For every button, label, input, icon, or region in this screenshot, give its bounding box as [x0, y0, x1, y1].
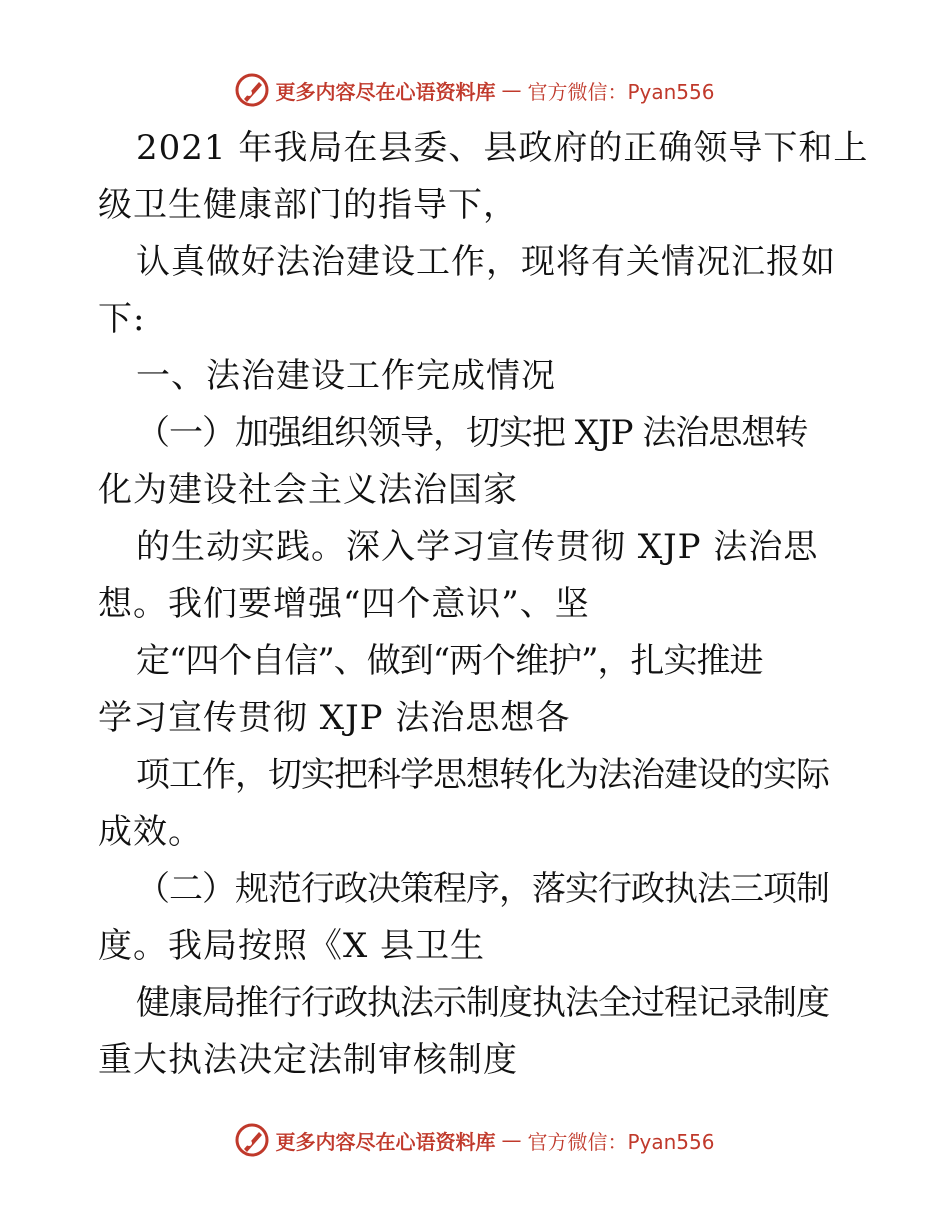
paragraph-line: 下:	[98, 299, 146, 339]
banner-separator: —	[501, 1128, 522, 1152]
footer-watermark-banner	[0, 1120, 950, 1160]
pen-logo-icon	[235, 1123, 269, 1157]
paragraph-line: 健康局推行行政执法示制度执法全过程记录制度	[136, 983, 829, 1023]
paragraph-line: 度。我局按照《X 县卫生	[98, 926, 486, 966]
pen-logo-icon	[235, 73, 269, 107]
document-body	[98, 120, 869, 1089]
paragraph-line: 想。我们要增强“四个意识”、坚	[98, 584, 590, 624]
header-watermark-banner	[0, 70, 950, 110]
paragraph-line: （一）加强组织领导，切实把 XJP 法治思想转	[136, 413, 808, 453]
banner-separator: —	[501, 78, 522, 102]
paragraph-line: 项工作，切实把科学思想转化为法治建设的实际	[136, 755, 829, 795]
banner-main-text: 更多内容尽在心语资料库	[275, 79, 496, 104]
banner-wechat-text: 官方微信：Pyan556	[527, 79, 715, 104]
paragraph-line: 认真做好法治建设工作，现将有关情况汇报如	[136, 242, 836, 282]
paragraph-line: 2021 年我局在县委、县政府的正确领导下和上	[136, 128, 869, 168]
paragraph-line: 成效。	[98, 812, 203, 852]
paragraph-line: 学习宣传贯彻 XJP 法治思想各	[98, 698, 571, 738]
paragraph-line: 定“四个自信”、做到“两个维护”，扎实推进	[136, 641, 763, 681]
banner-wechat-text: 官方微信：Pyan556	[527, 1129, 715, 1154]
paragraph-line: 级卫生健康部门的指导下，	[98, 185, 518, 225]
paragraph-line: 化为建设社会主义法治国家	[98, 470, 518, 510]
banner-main-text: 更多内容尽在心语资料库	[275, 1129, 496, 1154]
paragraph-line: （二）规范行政决策程序，落实行政执法三项制	[136, 869, 829, 909]
paragraph-line: 重大执法决定法制审核制度	[98, 1040, 518, 1080]
paragraph-line: 的生动实践。深入学习宣传贯彻 XJP 法治思	[136, 527, 819, 567]
section-heading: 一、法治建设工作完成情况	[136, 356, 556, 396]
